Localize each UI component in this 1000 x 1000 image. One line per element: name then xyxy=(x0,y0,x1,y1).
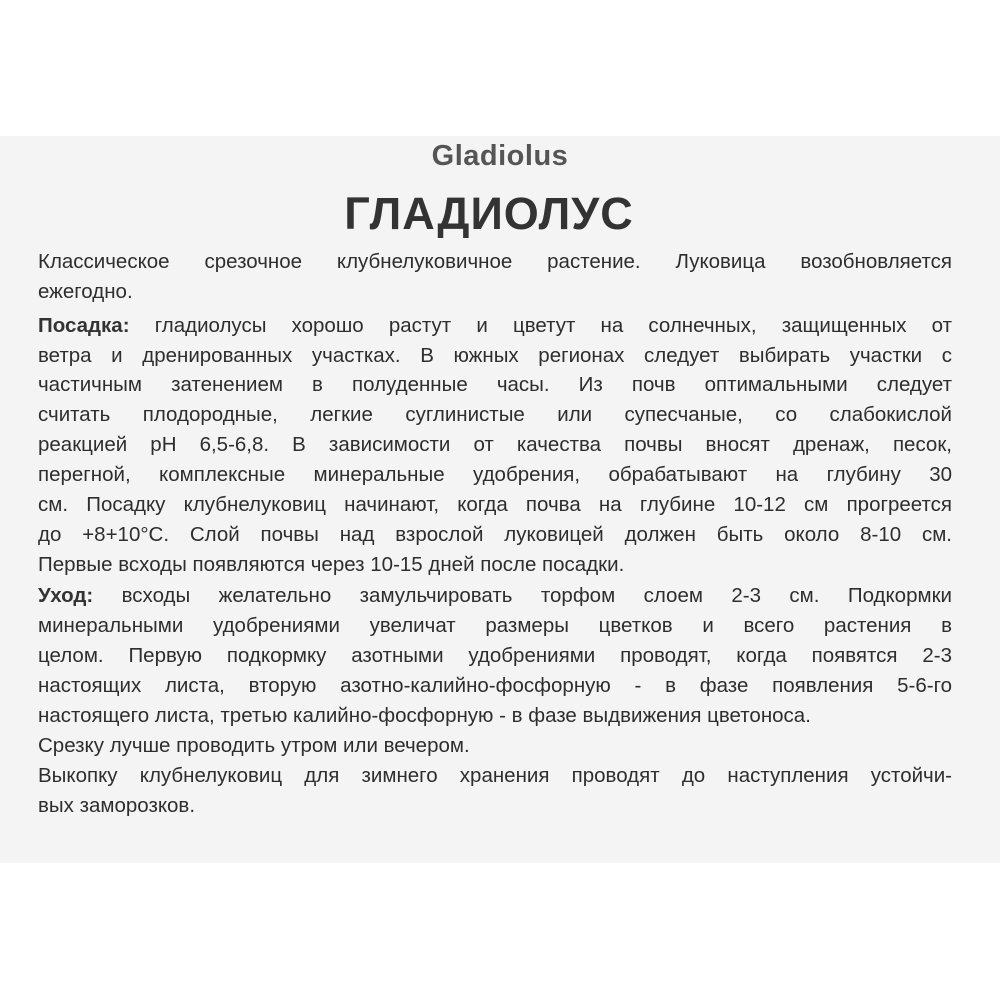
care-label: Уход: xyxy=(38,584,94,607)
digging-line-1: Выкопку клубнелуковиц для зимнего хранения проводят до наступления устойчи- xyxy=(38,764,952,787)
latin-name: Gladiolus xyxy=(431,140,569,172)
plant-title: ГЛАДИОЛУС xyxy=(344,188,634,239)
intro-line-1: Классическое срезочное клубнелуковичное растение. Луковица возобновляется xyxy=(38,250,952,273)
planting-line-9: Первые всходы появляются через 10-15 дней после посадки. xyxy=(38,553,625,576)
care-line-6: Срезку лучше проводить утром или вечером. xyxy=(38,734,470,757)
planting-line-1 xyxy=(38,314,952,338)
planting-line-5: реакцией рН 6,5-6,8. В зависимости от качества почвы вносят дренаж, песок, xyxy=(38,433,952,456)
planting-label: Посадка: xyxy=(38,314,130,337)
care-line-5: настоящего листа, третью калийно-фосфорную - в фазе выдвижения цветоноса. xyxy=(38,704,811,727)
care-line-4: настоящих листа, вторую азотно-калийно-фосфорную - в фазе появления 5-6-го xyxy=(38,674,952,697)
intro-line-2: ежегодно. xyxy=(38,280,133,303)
digging-line-2: вых заморозков. xyxy=(38,794,196,817)
planting-line-2: ветра и дренированных участках. В южных регионах следует выбирать участки с xyxy=(38,344,952,367)
planting-line-3: частичным затенением в полуденные часы. Из почв оптимальными следует xyxy=(38,373,952,396)
care-line-3: целом. Первую подкормку азотными удобрениями проводят, когда появятся 2-3 xyxy=(38,644,952,667)
planting-line-8: до +8+10°С. Слой почвы над взрослой луковицей должен быть около 8-10 см. xyxy=(38,523,952,546)
planting-line-4: считать плодородные, легкие суглинистые или супесчаные, со слабокислой xyxy=(38,403,952,426)
seed-packet-label xyxy=(0,136,1000,863)
care-line-1 xyxy=(38,584,952,608)
care-line-2: минеральными удобрениями увеличат размеры цветков и всего растения в xyxy=(38,614,952,637)
planting-line-7: см. Посадку клубнелуковиц начинают, когда почва на глубине 10-12 см прогреется xyxy=(38,493,952,516)
planting-first-line-text: гладиолусы хорошо растут и цветут на солнечных, защищенных от xyxy=(129,314,952,337)
planting-line-6: перегной, комплексные минеральные удобрения, обрабатывают на глубину 30 xyxy=(38,463,952,486)
care-first-line-text: всходы желательно замульчировать торфом слоем 2-3 см. Подкормки xyxy=(93,584,952,607)
